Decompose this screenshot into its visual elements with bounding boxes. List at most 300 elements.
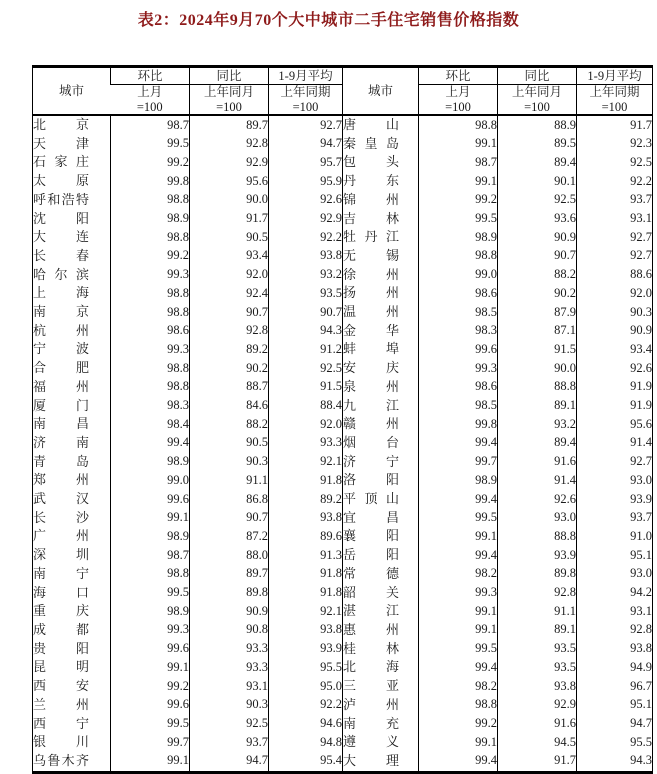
avg-cell: 93.7 bbox=[577, 191, 653, 210]
city-cell bbox=[33, 378, 111, 397]
avg-cell: 95.0 bbox=[269, 677, 343, 696]
city-cell bbox=[33, 434, 111, 453]
yoy-cell: 94.5 bbox=[498, 733, 577, 752]
city-name: 牡丹江 bbox=[343, 229, 399, 245]
yoy-cell: 89.8 bbox=[498, 565, 577, 584]
avg-cell: 91.2 bbox=[269, 340, 343, 359]
yoy-cell: 88.2 bbox=[498, 266, 577, 285]
header-avg-sub-left: 上年同期 bbox=[269, 85, 343, 101]
city-name: 西安 bbox=[33, 678, 89, 694]
avg-cell: 92.5 bbox=[269, 359, 343, 378]
yoy-cell: 92.5 bbox=[498, 191, 577, 210]
yoy-cell: 90.9 bbox=[498, 228, 577, 247]
city-cell bbox=[343, 172, 419, 191]
avg-cell: 92.7 bbox=[577, 228, 653, 247]
city-name: 大理 bbox=[343, 752, 399, 768]
avg-cell: 92.7 bbox=[577, 247, 653, 266]
city-name: 呼和浩特 bbox=[33, 191, 89, 207]
avg-cell: 89.2 bbox=[269, 490, 343, 509]
city-name: 哈尔滨 bbox=[33, 266, 89, 282]
city-name: 青岛 bbox=[33, 453, 89, 469]
mom-cell: 99.3 bbox=[419, 584, 498, 603]
mom-cell: 99.1 bbox=[419, 621, 498, 640]
yoy-cell: 90.2 bbox=[190, 359, 269, 378]
yoy-cell: 89.2 bbox=[190, 340, 269, 359]
avg-cell: 92.3 bbox=[577, 135, 653, 154]
city-cell bbox=[343, 228, 419, 247]
header-mom-sub-left: 上月 bbox=[137, 85, 163, 99]
city-name: 济南 bbox=[33, 434, 89, 450]
avg-cell: 95.9 bbox=[269, 172, 343, 191]
mom-cell: 98.5 bbox=[419, 303, 498, 322]
yoy-cell: 89.7 bbox=[190, 115, 269, 135]
mom-cell: 98.8 bbox=[111, 359, 190, 378]
city-cell bbox=[343, 115, 419, 135]
yoy-cell: 91.1 bbox=[190, 471, 269, 490]
avg-cell: 95.6 bbox=[577, 415, 653, 434]
avg-cell: 96.7 bbox=[577, 677, 653, 696]
mom-cell: 99.5 bbox=[111, 584, 190, 603]
table-row bbox=[33, 135, 653, 154]
city-cell bbox=[343, 415, 419, 434]
header-city-right: 城市 bbox=[343, 67, 419, 116]
mom-cell: 98.9 bbox=[111, 453, 190, 472]
yoy-cell: 93.7 bbox=[190, 733, 269, 752]
mom-cell: 99.3 bbox=[111, 621, 190, 640]
mom-cell: 99.6 bbox=[111, 490, 190, 509]
table-row bbox=[33, 658, 653, 677]
yoy-cell: 91.6 bbox=[498, 453, 577, 472]
city-cell bbox=[343, 453, 419, 472]
avg-cell: 94.3 bbox=[577, 752, 653, 772]
mom-cell: 99.4 bbox=[419, 658, 498, 677]
city-name: 大连 bbox=[33, 229, 89, 245]
yoy-cell: 88.9 bbox=[498, 115, 577, 135]
avg-cell: 93.7 bbox=[577, 509, 653, 528]
avg-cell: 91.8 bbox=[269, 471, 343, 490]
city-name: 济宁 bbox=[343, 453, 399, 469]
city-cell bbox=[33, 696, 111, 715]
yoy-cell: 93.5 bbox=[498, 658, 577, 677]
avg-cell: 94.7 bbox=[269, 135, 343, 154]
yoy-cell: 90.0 bbox=[190, 191, 269, 210]
yoy-cell: 91.5 bbox=[498, 340, 577, 359]
table-row bbox=[33, 453, 653, 472]
city-cell bbox=[33, 359, 111, 378]
city-name: 常德 bbox=[343, 565, 399, 581]
city-cell bbox=[343, 135, 419, 154]
mom-cell: 98.9 bbox=[419, 471, 498, 490]
yoy-cell: 90.7 bbox=[498, 247, 577, 266]
mom-cell: 99.0 bbox=[111, 471, 190, 490]
mom-cell: 99.4 bbox=[419, 752, 498, 772]
city-cell bbox=[33, 490, 111, 509]
avg-cell: 93.3 bbox=[269, 434, 343, 453]
city-cell bbox=[33, 266, 111, 285]
mom-cell: 98.2 bbox=[419, 677, 498, 696]
table-row bbox=[33, 247, 653, 266]
city-cell bbox=[33, 210, 111, 229]
table-row bbox=[33, 172, 653, 191]
yoy-cell: 87.1 bbox=[498, 322, 577, 341]
mom-cell: 99.6 bbox=[111, 640, 190, 659]
avg-cell: 90.7 bbox=[269, 303, 343, 322]
avg-cell: 91.9 bbox=[577, 378, 653, 397]
table-row bbox=[33, 677, 653, 696]
header-city-left: 城市 bbox=[33, 67, 111, 116]
city-name: 洛阳 bbox=[343, 472, 399, 488]
avg-cell: 93.0 bbox=[577, 565, 653, 584]
table-row bbox=[33, 115, 653, 135]
city-cell bbox=[343, 546, 419, 565]
avg-cell: 94.6 bbox=[269, 715, 343, 734]
yoy-cell: 89.7 bbox=[190, 565, 269, 584]
city-cell bbox=[343, 602, 419, 621]
mom-cell: 98.8 bbox=[419, 696, 498, 715]
avg-cell: 90.9 bbox=[577, 322, 653, 341]
avg-cell: 93.1 bbox=[577, 602, 653, 621]
mom-cell: 99.4 bbox=[419, 434, 498, 453]
city-name: 唐山 bbox=[343, 117, 399, 132]
mom-cell: 99.5 bbox=[419, 509, 498, 528]
avg-cell: 92.0 bbox=[577, 284, 653, 303]
table-row bbox=[33, 602, 653, 621]
mom-cell: 99.1 bbox=[419, 733, 498, 752]
header-yoy-sub-right: 上年同月 bbox=[498, 85, 577, 101]
city-cell bbox=[343, 715, 419, 734]
table-row bbox=[33, 527, 653, 546]
header-avg-left: 1-9月平均 bbox=[269, 67, 343, 85]
yoy-cell: 89.1 bbox=[498, 397, 577, 416]
city-cell bbox=[33, 602, 111, 621]
city-cell bbox=[33, 733, 111, 752]
mom-cell: 99.4 bbox=[419, 546, 498, 565]
city-name: 赣州 bbox=[343, 416, 399, 432]
city-cell bbox=[33, 303, 111, 322]
avg-cell: 92.8 bbox=[577, 621, 653, 640]
city-name: 昆明 bbox=[33, 659, 89, 675]
city-cell bbox=[33, 453, 111, 472]
table-row bbox=[33, 210, 653, 229]
avg-cell: 88.6 bbox=[577, 266, 653, 285]
yoy-cell: 93.1 bbox=[190, 677, 269, 696]
mom-cell: 98.9 bbox=[419, 228, 498, 247]
yoy-cell: 90.8 bbox=[190, 621, 269, 640]
mom-cell: 99.1 bbox=[419, 172, 498, 191]
mom-cell: 99.2 bbox=[111, 153, 190, 172]
yoy-cell: 88.8 bbox=[498, 378, 577, 397]
mom-cell: 98.9 bbox=[111, 210, 190, 229]
header-avg-sub-right: 上年同期 bbox=[577, 85, 653, 101]
table-row bbox=[33, 471, 653, 490]
table-row bbox=[33, 509, 653, 528]
avg-cell: 94.3 bbox=[269, 322, 343, 341]
city-cell bbox=[343, 247, 419, 266]
table-row bbox=[33, 584, 653, 603]
header-base-3: =100 bbox=[269, 100, 343, 115]
table-row bbox=[33, 191, 653, 210]
city-cell bbox=[33, 471, 111, 490]
avg-cell: 92.0 bbox=[269, 415, 343, 434]
yoy-cell: 90.7 bbox=[190, 303, 269, 322]
table-row bbox=[33, 434, 653, 453]
avg-cell: 92.7 bbox=[269, 115, 343, 135]
city-cell bbox=[343, 509, 419, 528]
city-cell bbox=[33, 584, 111, 603]
avg-cell: 92.1 bbox=[269, 602, 343, 621]
yoy-cell: 94.7 bbox=[190, 752, 269, 772]
city-cell bbox=[343, 266, 419, 285]
city-name: 包头 bbox=[343, 154, 399, 170]
avg-cell: 94.9 bbox=[577, 658, 653, 677]
mom-cell: 99.2 bbox=[111, 247, 190, 266]
city-name: 广州 bbox=[33, 528, 89, 544]
yoy-cell: 93.6 bbox=[498, 210, 577, 229]
mom-cell: 98.9 bbox=[111, 527, 190, 546]
avg-cell: 92.6 bbox=[269, 191, 343, 210]
yoy-cell: 93.9 bbox=[498, 546, 577, 565]
yoy-cell: 89.8 bbox=[190, 584, 269, 603]
header-mom-right: 环比 bbox=[419, 67, 498, 85]
city-name: 扬州 bbox=[343, 285, 399, 301]
city-cell bbox=[343, 621, 419, 640]
city-name: 桂林 bbox=[343, 640, 399, 656]
avg-cell: 90.3 bbox=[577, 303, 653, 322]
city-cell bbox=[343, 153, 419, 172]
mom-cell: 99.1 bbox=[419, 602, 498, 621]
table-row bbox=[33, 621, 653, 640]
city-name: 泉州 bbox=[343, 378, 399, 394]
city-name: 重庆 bbox=[33, 603, 89, 619]
mom-cell: 99.5 bbox=[111, 135, 190, 154]
avg-cell: 93.9 bbox=[577, 490, 653, 509]
mom-cell: 99.1 bbox=[111, 509, 190, 528]
table-row bbox=[33, 378, 653, 397]
mom-cell: 98.8 bbox=[111, 565, 190, 584]
header-base-4: =100 bbox=[419, 100, 498, 115]
header-mom-left: 环比 bbox=[111, 67, 190, 85]
mom-cell: 99.6 bbox=[111, 696, 190, 715]
header-base-6: =100 bbox=[577, 100, 653, 115]
mom-cell: 99.5 bbox=[111, 715, 190, 734]
avg-cell: 95.1 bbox=[577, 546, 653, 565]
city-cell bbox=[33, 228, 111, 247]
yoy-cell: 92.8 bbox=[498, 584, 577, 603]
city-name: 深圳 bbox=[33, 547, 89, 563]
mom-cell: 98.8 bbox=[419, 115, 498, 135]
mom-cell: 98.8 bbox=[111, 378, 190, 397]
city-name: 上海 bbox=[33, 285, 89, 301]
city-cell bbox=[343, 490, 419, 509]
city-cell bbox=[33, 284, 111, 303]
city-name: 遵义 bbox=[343, 734, 399, 750]
city-name: 岳阳 bbox=[343, 547, 399, 563]
avg-cell: 91.5 bbox=[269, 378, 343, 397]
yoy-cell: 90.7 bbox=[190, 509, 269, 528]
yoy-cell: 91.1 bbox=[498, 602, 577, 621]
mom-cell: 99.3 bbox=[111, 266, 190, 285]
yoy-cell: 92.8 bbox=[190, 135, 269, 154]
city-name: 惠州 bbox=[343, 621, 399, 637]
yoy-cell: 91.4 bbox=[498, 471, 577, 490]
city-cell bbox=[343, 359, 419, 378]
mom-cell: 98.8 bbox=[419, 247, 498, 266]
city-name: 兰州 bbox=[33, 696, 89, 712]
mom-cell: 98.3 bbox=[419, 322, 498, 341]
city-cell bbox=[33, 658, 111, 677]
city-name: 太原 bbox=[33, 173, 89, 189]
city-name: 温州 bbox=[343, 304, 399, 320]
city-name: 合肥 bbox=[33, 360, 89, 376]
yoy-cell: 90.9 bbox=[190, 602, 269, 621]
city-cell bbox=[33, 397, 111, 416]
city-cell bbox=[343, 340, 419, 359]
city-name: 银川 bbox=[33, 734, 89, 750]
table-row bbox=[33, 359, 653, 378]
city-name: 长春 bbox=[33, 247, 89, 263]
city-name: 湛江 bbox=[343, 603, 399, 619]
city-name: 安庆 bbox=[343, 360, 399, 376]
city-name: 天津 bbox=[33, 135, 89, 151]
mom-cell: 98.6 bbox=[419, 284, 498, 303]
city-cell bbox=[343, 733, 419, 752]
yoy-cell: 95.6 bbox=[190, 172, 269, 191]
avg-cell: 93.0 bbox=[577, 471, 653, 490]
mom-cell: 99.4 bbox=[111, 434, 190, 453]
avg-cell: 91.3 bbox=[269, 546, 343, 565]
city-cell bbox=[33, 621, 111, 640]
page-title: 表2：2024年9月70个大中城市二手住宅销售价格指数 bbox=[137, 12, 520, 29]
city-cell bbox=[33, 153, 111, 172]
yoy-cell: 92.9 bbox=[498, 696, 577, 715]
table-row bbox=[33, 752, 653, 772]
yoy-cell: 92.9 bbox=[190, 153, 269, 172]
city-name: 秦皇岛 bbox=[343, 135, 399, 151]
city-name: 成都 bbox=[33, 621, 89, 637]
table-row bbox=[33, 415, 653, 434]
mom-cell: 99.4 bbox=[419, 490, 498, 509]
avg-cell: 95.5 bbox=[577, 733, 653, 752]
avg-cell: 91.0 bbox=[577, 527, 653, 546]
city-cell bbox=[343, 584, 419, 603]
mom-cell: 99.0 bbox=[419, 266, 498, 285]
header-avg-right: 1-9月平均 bbox=[577, 67, 653, 85]
table-row bbox=[33, 303, 653, 322]
table-row bbox=[33, 153, 653, 172]
city-name: 南昌 bbox=[33, 416, 89, 432]
city-cell bbox=[343, 640, 419, 659]
city-name: 宁波 bbox=[33, 341, 89, 357]
city-name: 武汉 bbox=[33, 491, 89, 507]
yoy-cell: 89.4 bbox=[498, 434, 577, 453]
city-cell bbox=[33, 565, 111, 584]
yoy-cell: 93.2 bbox=[498, 415, 577, 434]
city-name: 厦门 bbox=[33, 397, 89, 413]
city-cell bbox=[343, 378, 419, 397]
city-cell bbox=[33, 135, 111, 154]
city-cell bbox=[343, 471, 419, 490]
avg-cell: 92.2 bbox=[269, 228, 343, 247]
city-name: 福州 bbox=[33, 378, 89, 394]
yoy-cell: 90.1 bbox=[498, 172, 577, 191]
city-name: 平顶山 bbox=[343, 491, 399, 507]
yoy-cell: 93.3 bbox=[190, 658, 269, 677]
city-name: 韶关 bbox=[343, 584, 399, 600]
table-row bbox=[33, 565, 653, 584]
table-header bbox=[33, 67, 653, 116]
city-cell bbox=[343, 677, 419, 696]
city-cell bbox=[33, 509, 111, 528]
city-cell bbox=[33, 546, 111, 565]
mom-cell: 98.4 bbox=[111, 415, 190, 434]
mom-cell: 99.8 bbox=[419, 415, 498, 434]
avg-cell: 94.8 bbox=[269, 733, 343, 752]
city-name: 徐州 bbox=[343, 266, 399, 282]
yoy-cell: 91.7 bbox=[190, 210, 269, 229]
table-row bbox=[33, 284, 653, 303]
city-name: 丹东 bbox=[343, 173, 399, 189]
mom-cell: 99.1 bbox=[419, 527, 498, 546]
mom-cell: 98.6 bbox=[419, 378, 498, 397]
city-name: 泸州 bbox=[343, 696, 399, 712]
yoy-cell: 88.0 bbox=[190, 546, 269, 565]
mom-cell: 99.7 bbox=[111, 733, 190, 752]
avg-cell: 93.9 bbox=[269, 640, 343, 659]
yoy-cell: 88.2 bbox=[190, 415, 269, 434]
table-row bbox=[33, 490, 653, 509]
avg-cell: 91.9 bbox=[577, 397, 653, 416]
city-cell bbox=[33, 677, 111, 696]
table-row bbox=[33, 715, 653, 734]
yoy-cell: 92.5 bbox=[190, 715, 269, 734]
mom-cell: 99.2 bbox=[419, 715, 498, 734]
city-cell bbox=[343, 752, 419, 772]
city-cell bbox=[33, 640, 111, 659]
header-mom-sub-right: 上月 bbox=[419, 85, 498, 101]
city-cell bbox=[343, 527, 419, 546]
city-cell bbox=[33, 191, 111, 210]
yoy-cell: 93.8 bbox=[498, 677, 577, 696]
city-name: 无锡 bbox=[343, 247, 399, 263]
yoy-cell: 89.4 bbox=[498, 153, 577, 172]
mom-cell: 98.8 bbox=[111, 228, 190, 247]
yoy-cell: 88.7 bbox=[190, 378, 269, 397]
yoy-cell: 87.2 bbox=[190, 527, 269, 546]
avg-cell: 91.8 bbox=[269, 565, 343, 584]
yoy-cell: 90.3 bbox=[190, 453, 269, 472]
mom-cell: 98.3 bbox=[111, 397, 190, 416]
yoy-cell: 87.9 bbox=[498, 303, 577, 322]
table-row bbox=[33, 733, 653, 752]
price-index-table bbox=[32, 65, 653, 774]
avg-cell: 93.1 bbox=[577, 210, 653, 229]
table-row bbox=[33, 696, 653, 715]
city-cell bbox=[33, 715, 111, 734]
avg-cell: 92.6 bbox=[577, 359, 653, 378]
avg-cell: 91.8 bbox=[269, 584, 343, 603]
city-name: 杭州 bbox=[33, 322, 89, 338]
city-cell bbox=[33, 340, 111, 359]
table-row bbox=[33, 397, 653, 416]
mom-cell: 99.3 bbox=[419, 359, 498, 378]
yoy-cell: 91.6 bbox=[498, 715, 577, 734]
city-cell bbox=[343, 322, 419, 341]
header-base-5: =100 bbox=[498, 100, 577, 115]
avg-cell: 92.9 bbox=[269, 210, 343, 229]
mom-cell: 99.3 bbox=[111, 340, 190, 359]
mom-cell: 99.8 bbox=[111, 172, 190, 191]
avg-cell: 92.2 bbox=[269, 696, 343, 715]
